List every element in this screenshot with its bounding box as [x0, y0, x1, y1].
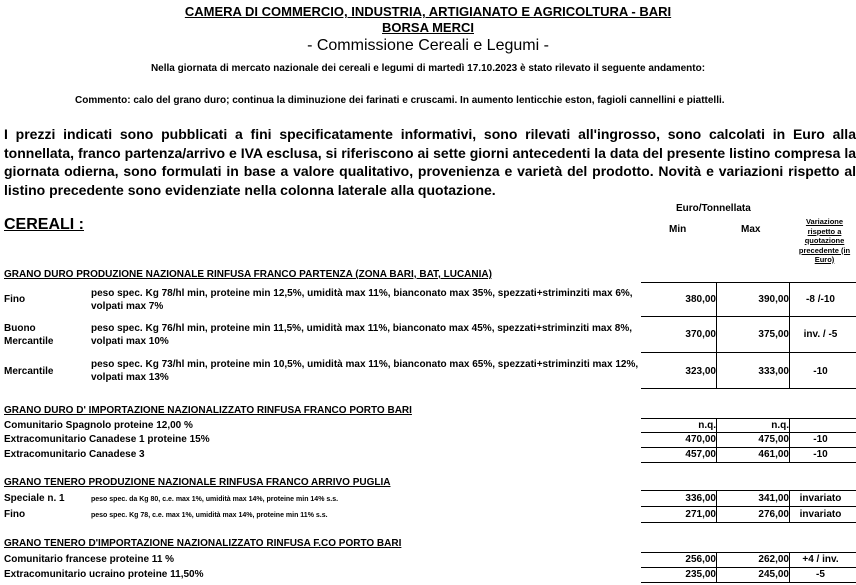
price-max: 390,00 — [758, 294, 789, 305]
price-variation: invariato — [799, 493, 842, 504]
row-description: peso spec. Kg 73/hl min, proteine min 10,5%, umidità max 11%, bianconato max 65%, spezzati+striminziti max 12%, volpati max 13% — [91, 359, 639, 383]
row-label: Buono — [4, 323, 36, 334]
price-min: 336,00 — [685, 493, 716, 504]
row-label: Mercantile — [4, 336, 54, 347]
price-variation: -10 — [813, 449, 828, 460]
divider — [641, 418, 856, 419]
borsa-title: BORSA MERCI — [382, 20, 474, 35]
divider — [641, 490, 856, 491]
unit-header: Euro/Tonnellata — [676, 203, 751, 214]
price-min: 380,00 — [685, 294, 716, 305]
section-title: GRANO TENERO D'IMPORTAZIONE NAZIONALIZZATO RINFUSA F.CO PORTO BARI — [4, 538, 402, 549]
column-divider — [716, 490, 717, 523]
divider — [641, 522, 856, 523]
session-line: Nella giornata di mercato nazionale dei cereali e legumi di martedì 17.10.2023 è stato rilevato il seguente andamento: — [150, 63, 706, 74]
price-min: 235,00 — [685, 569, 716, 580]
column-divider — [716, 282, 717, 389]
section-title: GRANO TENERO PRODUZIONE NAZIONALE RINFUSA FRANCO ARRIVO PUGLIA — [4, 477, 391, 488]
price-max: n.q. — [771, 420, 789, 431]
divider — [641, 352, 856, 353]
row-label: Fino — [4, 509, 26, 520]
divider — [641, 388, 856, 389]
category-title: CEREALI : — [4, 216, 84, 233]
row-description: peso spec. Kg 76/hl min, proteine min 11,5%, umidità max 11%, bianconato max 45%, spezzati+striminziti max 8%, volpati max 10% — [91, 323, 633, 347]
column-divider — [789, 418, 790, 463]
price-variation: -8 /-10 — [806, 294, 835, 305]
price-variation: +4 / inv. — [802, 554, 839, 565]
row-label: Speciale n. 1 — [4, 493, 65, 504]
row-label: Extracomunitario ucraino proteine 11,50% — [4, 569, 204, 580]
row-label: Comunitario Spagnolo proteine 12,00 % — [4, 420, 193, 431]
divider — [641, 567, 856, 568]
column-divider — [789, 282, 790, 389]
row-label: Mercantile — [4, 366, 54, 377]
price-min: 457,00 — [685, 449, 716, 460]
price-min: 271,00 — [685, 509, 716, 520]
column-divider — [789, 552, 790, 583]
column-divider — [789, 490, 790, 523]
comment-line: Commento: calo del grano duro; continua la diminuzione dei farinati e cruscami. In aumento lenticchie eston, fagioli cannellini e piattelli. — [75, 95, 725, 106]
divider — [641, 316, 856, 317]
divider — [641, 582, 856, 583]
variation-header: Variazione rispetto a quotazione precedente (in Euro) — [798, 217, 851, 264]
price-max: 375,00 — [758, 329, 789, 340]
price-variation: -10 — [813, 434, 828, 445]
divider — [641, 282, 856, 283]
row-label: Extracomunitario Canadese 1 proteine 15% — [4, 434, 210, 445]
price-variation: -5 — [816, 569, 825, 580]
commission-title: - Commissione Cereali e Legumi - — [307, 37, 549, 54]
min-header: Min — [669, 224, 687, 235]
divider — [641, 552, 856, 553]
price-variation: inv. / -5 — [803, 329, 838, 340]
section-title: GRANO DURO PRODUZIONE NAZIONALE RINFUSA FRANCO PARTENZA (ZONA BARI, BAT, LUCANIA) — [4, 269, 492, 280]
section-title: GRANO DURO D' IMPORTAZIONE NAZIONALIZZATO RINFUSA FRANCO PORTO BARI — [4, 405, 412, 416]
org-title: CAMERA DI COMMERCIO, INDUSTRIA, ARTIGIANATO E AGRICOLTURA - BARI — [184, 4, 672, 19]
price-variation: -10 — [813, 366, 828, 377]
row-label: Extracomunitario Canadese 3 — [4, 449, 145, 460]
row-description: peso spec. da Kg 80, c.e. max 1%, umidità max 14%, proteine min 14% s.s. — [91, 496, 339, 503]
row-label: Comunitario francese proteine 11 % — [4, 554, 175, 565]
price-max: 276,00 — [758, 509, 789, 520]
intro-paragraph: I prezzi indicati sono pubblicati a fini specificatamente informativi, sono rilevati all'ingrosso, sono calcolati in Euro alla tonnellata, franco partenza/arrivo e IVA esclusa, si riferiscono ai sette giorni antecedenti la data del presente listino compresa la giornata odierna, sono formulati in base a valore qualitativo, provenienza e varietà del prodotto. Novità e variazioni rispetto al listino precedente sono evidenziate nella colonna laterale alla quotazione. — [4, 126, 856, 198]
column-divider — [716, 552, 717, 583]
price-variation: invariato — [799, 509, 842, 520]
price-max: 341,00 — [758, 493, 789, 504]
row-label: Fino — [4, 294, 26, 305]
price-max: 245,00 — [758, 569, 789, 580]
row-description: peso spec. Kg 78/hl min, proteine min 12,5%, umidità max 11%, bianconato max 35%, spezzati+striminziti max 6%, volpati max 7% — [91, 288, 633, 312]
price-min: 370,00 — [685, 329, 716, 340]
price-max: 262,00 — [758, 554, 789, 565]
divider — [641, 447, 856, 448]
row-description: peso spec. Kg 78, c.e. max 1%, umidità max 14%, proteine min 11% s.s. — [91, 512, 328, 519]
price-min: 323,00 — [685, 366, 716, 377]
price-min: 470,00 — [685, 434, 716, 445]
price-min: 256,00 — [685, 554, 716, 565]
column-divider — [716, 418, 717, 463]
price-min: n.q. — [698, 420, 716, 431]
divider — [641, 462, 856, 463]
price-max: 333,00 — [758, 366, 789, 377]
price-max: 475,00 — [758, 434, 789, 445]
divider — [641, 432, 856, 433]
max-header: Max — [741, 224, 761, 235]
price-max: 461,00 — [758, 449, 789, 460]
divider — [641, 506, 856, 507]
